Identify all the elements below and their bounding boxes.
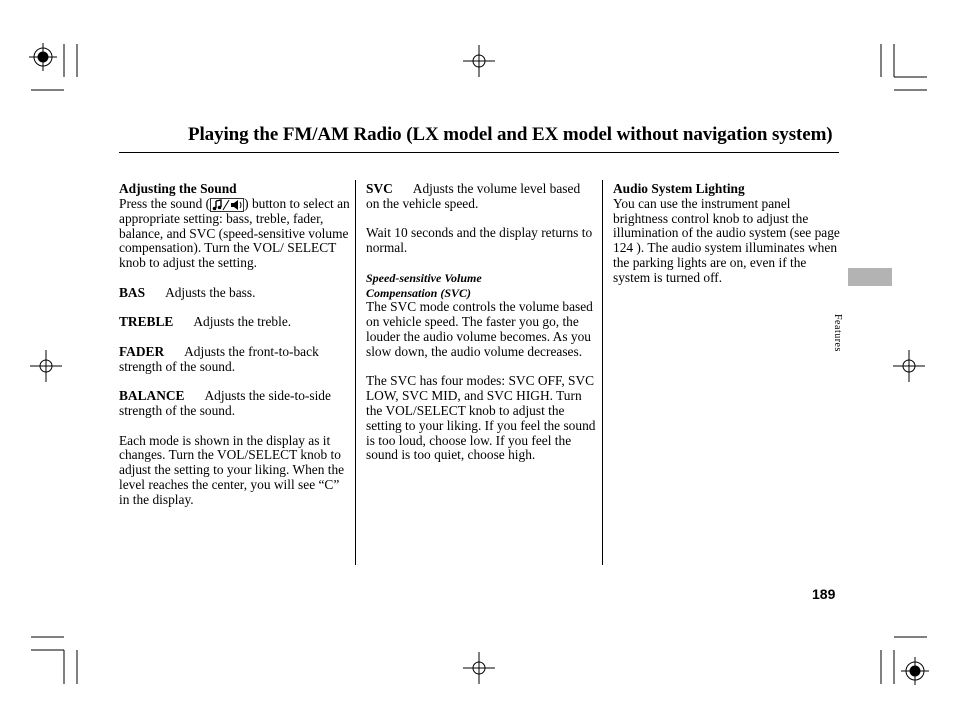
column-divider-2	[602, 180, 603, 565]
column-divider-1	[355, 180, 356, 565]
column-svc	[366, 182, 596, 478]
svc-subheading-line1: Speed-sensitive Volume	[366, 270, 482, 285]
svc-subheading-line2: Compensation (SVC)	[366, 285, 472, 300]
section-heading: Adjusting the Sound	[119, 181, 237, 196]
page-number: 189	[812, 586, 836, 602]
fader-item: FADER Adjusts the front-to-back strength of the sound.	[119, 343, 319, 374]
lighting-heading: Audio System Lighting	[613, 181, 745, 196]
intro-paragraph: Press the sound ( ) button to select an appropriate setting: bass, treble, fader, balance, and SVC (speed-sensitive volume compensation). Turn the VOL/ SELECT knob to adjust the setting.	[119, 195, 350, 271]
lighting-paragraph: You can use the instrument panel brightness control knob to adjust the illumination of the audio system (see page 124 ). The audio system illuminates when the parking lights are on, even if the system is turned off.	[613, 195, 840, 285]
svc-description: The SVC mode controls the volume based on vehicle speed. The faster you go, the louder the audio volume becomes. As you slow down, the audio volume decreases.	[366, 299, 593, 359]
title-divider	[119, 152, 839, 153]
side-tab-label: Features	[832, 314, 843, 352]
treble-item: TREBLE Adjusts the treble.	[119, 314, 292, 330]
page-title: Playing the FM/AM Radio (LX model and EX model without navigation system)	[188, 124, 833, 145]
svc-item: SVC Adjusts the volume level based on the vehicle speed.	[366, 181, 581, 211]
svc-modes-paragraph: The SVC has four modes: SVC OFF, SVC LOW, SVC MID, and SVC HIGH. Turn the VOL/SELECT knob to adjust the setting to your liking. If you feel the sound is too loud, choose low. If you feel the sound is too quiet, choose high.	[366, 373, 596, 463]
column-lighting	[613, 182, 841, 300]
bas-item: BAS Adjusts the bass.	[119, 284, 256, 300]
balance-item: BALANCE Adjusts the side-to-side strength of the sound.	[119, 388, 331, 419]
wait-paragraph: Wait 10 seconds and the display returns to normal.	[366, 225, 593, 256]
side-tab	[848, 268, 892, 286]
column-adjusting-sound	[119, 182, 351, 522]
mode-paragraph: Each mode is shown in the display as it changes. Turn the VOL/SELECT knob to adjust the setting to your liking. When the level reaches the center, you will see “C” in the display.	[119, 432, 345, 507]
sound-icon	[210, 198, 244, 212]
